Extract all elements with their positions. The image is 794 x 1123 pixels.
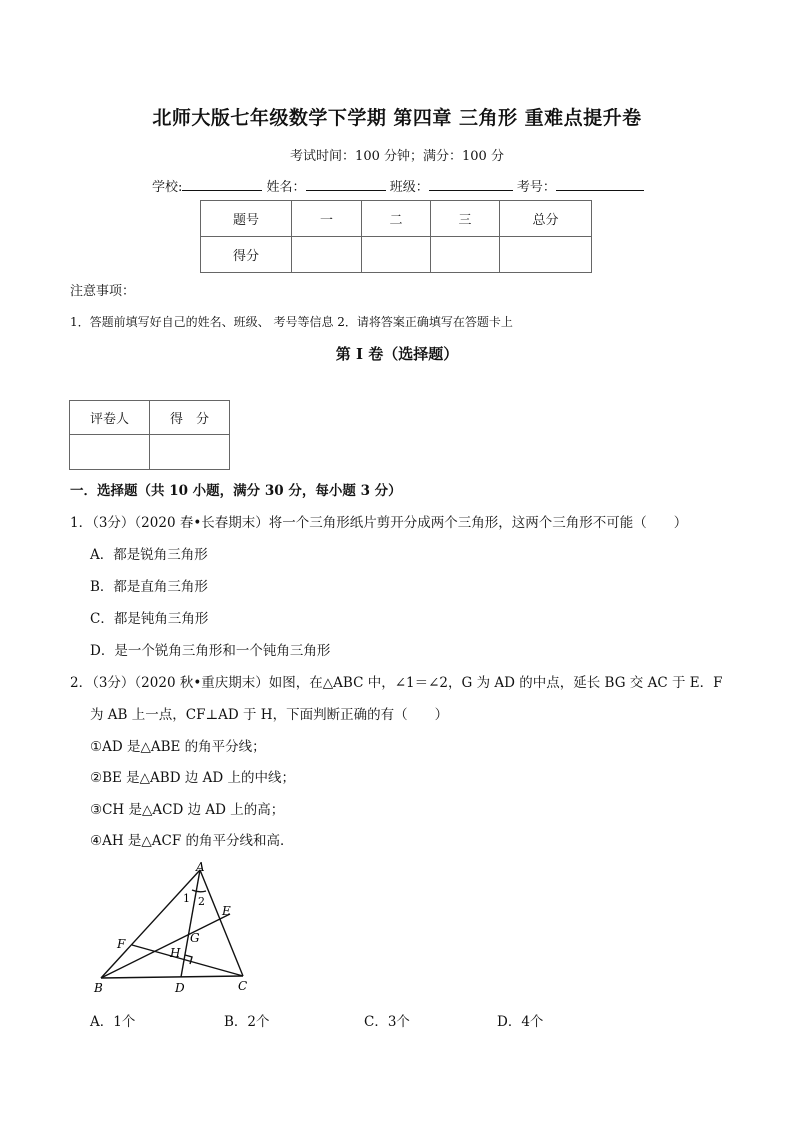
score-table <box>200 200 592 273</box>
grader-header: 得 分 <box>150 401 230 435</box>
q2-option-d[interactable]: D．4个 <box>497 1014 544 1030</box>
label-d: D <box>175 981 185 995</box>
score-header-cell: 二 <box>362 201 431 237</box>
label-g: G <box>190 931 200 945</box>
label-a: A <box>196 860 205 874</box>
score-cell[interactable] <box>292 237 362 273</box>
score-header-cell: 总分 <box>500 201 592 237</box>
grader-header: 评卷人 <box>70 401 150 435</box>
score-header-cell: 一 <box>292 201 362 237</box>
score-cell[interactable] <box>362 237 431 273</box>
student-info-line <box>152 176 644 195</box>
label-h: H <box>170 946 181 960</box>
name-blank[interactable] <box>306 178 386 191</box>
triangle-figure <box>88 860 250 996</box>
class-blank[interactable] <box>429 178 513 191</box>
q2-option-b[interactable]: B．2个 <box>224 1014 270 1030</box>
q2-statement-4: ④AH 是△ACF 的角平分线和高． <box>90 833 294 849</box>
question-2-stem-line1: 2．（3分）（2020 秋•重庆期末）如图，在△ABC 中，∠1＝∠2，G 为 AD 的中点，延长 BG 交 AC 于 E．F <box>70 675 723 691</box>
page-title: 北师大版七年级数学下学期 第四章 三角形 重难点提升卷 <box>152 107 642 129</box>
score-row-label: 得分 <box>201 237 292 273</box>
label-b: B <box>94 981 103 995</box>
q1-option-d[interactable]: D．是一个锐角三角形和一个钝角三角形 <box>90 643 331 659</box>
part-heading: 一．选择题（共 10 小题，满分 30 分，每小题 3 分） <box>70 483 402 499</box>
score-header-cell: 三 <box>431 201 500 237</box>
school-label: 学校: <box>152 180 183 195</box>
label-f: F <box>117 937 126 951</box>
q2-statement-2: ②BE 是△ABD 边 AD 上的中线； <box>90 770 295 786</box>
question-2-stem-line2: 为 AB 上一点，CF⊥AD 于 H，下面判断正确的有（ ） <box>90 707 449 723</box>
label-c: C <box>238 979 248 993</box>
q1-option-b[interactable]: B．都是直角三角形 <box>90 579 208 595</box>
notice-items: 1．答题前填写好自己的姓名、班级、 考号等信息 2．请将答案正确填写在答题卡上 <box>70 315 513 329</box>
name-label: 姓名： <box>266 180 306 195</box>
section-title: 第 I 卷（选择题） <box>335 345 459 363</box>
grader-table <box>69 400 230 470</box>
exam-no-label: 考号： <box>516 180 556 195</box>
label-e: E <box>222 904 231 918</box>
q2-statement-3: ③CH 是△ACD 边 AD 上的高； <box>90 802 285 818</box>
q2-option-c[interactable]: C．3个 <box>364 1014 410 1030</box>
score-cell[interactable] <box>431 237 500 273</box>
exam-info: 考试时间：100 分钟；满分：100 分 <box>290 149 504 164</box>
q2-statement-1: ①AD 是△ABE 的角平分线； <box>90 739 266 755</box>
notice-title: 注意事项： <box>70 284 136 299</box>
q1-option-c[interactable]: C．都是钝角三角形 <box>90 611 209 627</box>
label-angle-2: 2 <box>198 895 205 908</box>
score-header-cell: 题号 <box>201 201 292 237</box>
score-cell[interactable] <box>500 237 592 273</box>
q2-option-a[interactable]: A．1个 <box>90 1014 136 1030</box>
q1-option-a[interactable]: A．都是锐角三角形 <box>90 547 208 563</box>
question-1-stem: 1．（3分）（2020 春•长春期末）将一个三角形纸片剪开分成两个三角形，这两个三角形不可能（ ） <box>70 515 688 531</box>
grader-cell[interactable] <box>70 435 150 470</box>
exam-no-blank[interactable] <box>556 178 644 191</box>
school-blank[interactable] <box>182 178 262 191</box>
class-label: 班级： <box>389 180 429 195</box>
label-angle-1: 1 <box>183 892 190 905</box>
grader-cell[interactable] <box>150 435 230 470</box>
